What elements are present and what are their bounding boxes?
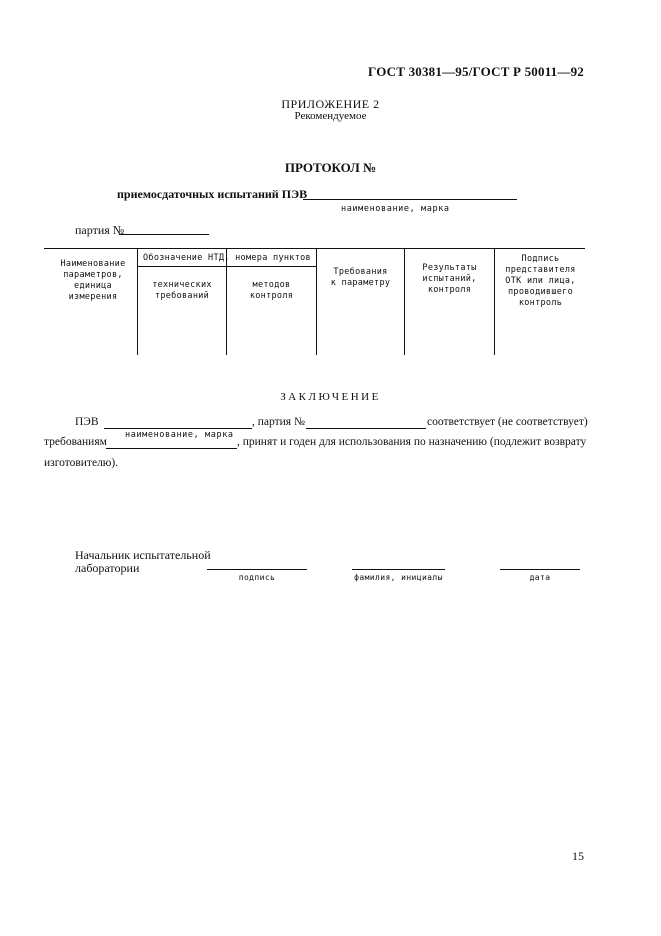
header-ntd-group: Обозначение НТД, номера пунктов	[143, 253, 311, 263]
role-line-2: лаборатории	[75, 561, 140, 575]
requirements-field[interactable]	[106, 448, 237, 449]
header-results: Результаты испытаний, контроля	[422, 263, 477, 295]
role-line-1: Начальник испытательной	[75, 548, 211, 562]
signature-caption: подпись	[238, 573, 276, 582]
table-subheader-line	[138, 266, 316, 267]
conclusion-batch-field[interactable]	[306, 428, 426, 429]
accepted-text: , принят и годен для использования по назначению (подлежит возврату	[237, 436, 587, 448]
manufacturer-text: изготовителю).	[44, 457, 119, 469]
header-parameters: Наименование параметров, единица измерения	[60, 259, 126, 302]
batch-number-field[interactable]	[119, 234, 209, 235]
page-number: 15	[572, 849, 584, 863]
appendix-note: Рекомендуемое	[294, 110, 367, 122]
name-initials-field[interactable]	[352, 569, 445, 570]
name-initials-caption: фамилия, инициалы	[354, 573, 443, 582]
standard-header: ГОСТ 30381—95/ГОСТ Р 50011—92	[368, 64, 584, 79]
name-mark-caption: наименование, марка	[341, 204, 450, 214]
date-caption: дата	[529, 573, 551, 582]
table-divider	[226, 248, 227, 355]
pev-label: ПЭВ	[75, 416, 99, 428]
protocol-subtitle: приемосдаточных испытаний ПЭВ	[117, 187, 308, 201]
date-field[interactable]	[500, 569, 580, 570]
requirements-label: требованиям	[44, 436, 107, 448]
pev-name-field[interactable]	[104, 428, 252, 429]
header-signature: Подпись представителя ОТК или лица, проводившего контроль	[505, 254, 576, 308]
signature-field[interactable]	[207, 569, 307, 570]
table-divider	[316, 248, 317, 355]
complies-text: соответствует (не соответствует)	[427, 416, 588, 428]
protocol-title: ПРОТОКОЛ №	[284, 160, 377, 175]
table-top-border	[44, 248, 585, 249]
conclusion-title: ЗАКЛЮЧЕНИЕ	[280, 391, 381, 403]
table-divider	[404, 248, 405, 355]
header-ntd-methods: методов контроля	[249, 280, 294, 301]
name-mark-field[interactable]	[303, 199, 517, 200]
table-divider	[494, 248, 495, 355]
header-requirements: Требования к параметру	[330, 267, 391, 288]
appendix-title: ПРИЛОЖЕНИЕ 2	[281, 97, 380, 111]
table-divider	[137, 248, 138, 355]
header-ntd-technical: технических требований	[152, 280, 212, 301]
conclusion-batch-label: , партия №	[252, 416, 305, 428]
conclusion-name-caption: наименование, марка	[125, 430, 234, 440]
batch-label: партия №	[75, 223, 125, 237]
